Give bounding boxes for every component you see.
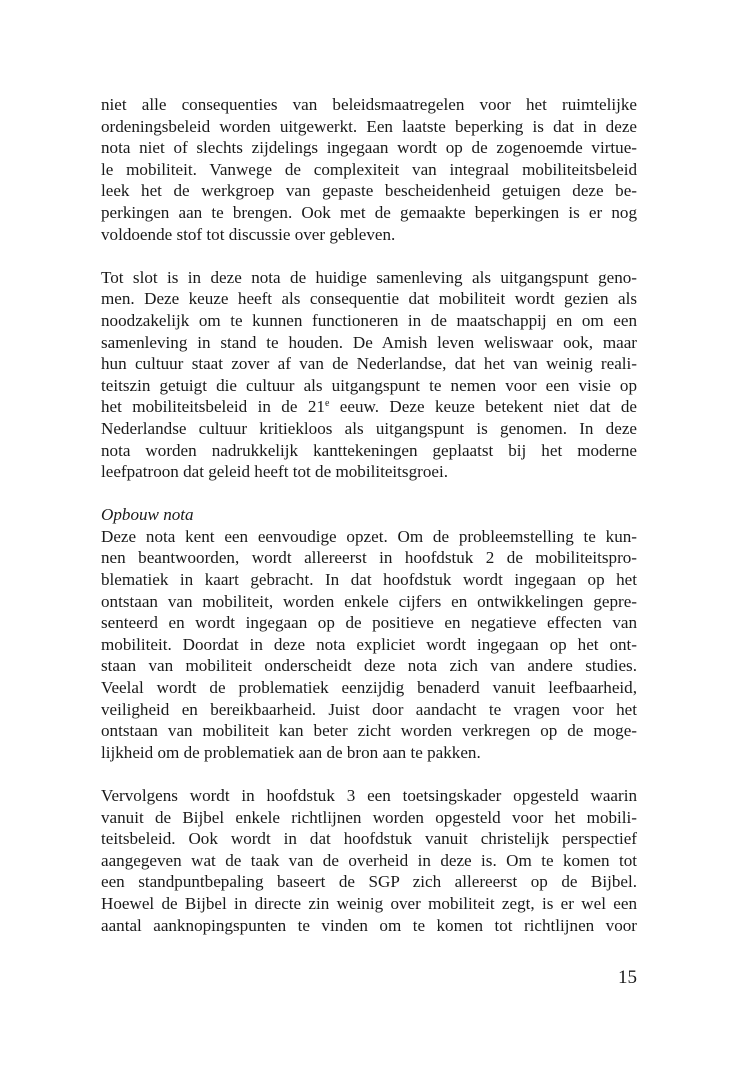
paragraph-framework xyxy=(101,785,637,936)
text-line: Vervolgens wordt in hoofdstuk 3 een toetsingskader opgesteld waarin xyxy=(101,786,637,805)
text-fragment: het mobiliteitsbeleid in de 21 xyxy=(101,397,325,417)
text-line: nota worden nadrukkelijk kanttekeningen geplaatst bij het moderne xyxy=(101,440,637,460)
page-number: 15 xyxy=(618,967,637,988)
paragraph-starting-point xyxy=(101,267,637,483)
superscript-ordinal: e xyxy=(324,398,330,410)
text-line: aantal aanknopingspunten te vinden om te komen tot richtlijnen voor xyxy=(101,915,637,935)
text-line: senteerd en wordt ingegaan op de positieve en negatieve effecten van xyxy=(101,613,637,633)
text-line: nota niet of slechts zijdelings ingegaan wordt op de zogenoemde virtue- xyxy=(101,138,637,158)
text-line: Tot slot is in deze nota de huidige samenleving als uitgangspunt geno- xyxy=(101,267,637,287)
text-line: ontstaan van mobiliteit, worden enkele cijfers en ontwikkelingen gepre- xyxy=(101,591,637,611)
paragraph-spacer xyxy=(101,483,637,505)
text-line: Hoewel de Bijbel in directe zin weinig over mobiliteit zegt, is er wel een xyxy=(101,893,637,913)
text-line: Veelal wordt de problematiek eenzijdig benaderd vanuit leefbaarheid, xyxy=(101,678,637,698)
text-line: Nederlandse cultuur kritiekloos als uitgangspunt is genomen. In deze xyxy=(101,418,637,438)
paragraph-spacer xyxy=(101,245,637,267)
paragraph-spacer xyxy=(101,763,637,785)
text-line: vanuit de Bijbel enkele richtlijnen worden opgesteld voor het mobili- xyxy=(101,807,637,827)
text-line: nen beantwoorden, wordt allereerst in hoofdstuk 2 de mobiliteitspro- xyxy=(101,548,637,568)
text-line: mobiliteit. Doordat in deze nota expliciet wordt ingegaan op het ont- xyxy=(101,634,637,654)
text-line: leek het de werkgroep van gepaste bescheidenheid getuigen deze be- xyxy=(101,181,637,201)
text-line xyxy=(101,396,637,418)
text-line: blematiek in kaart gebracht. In dat hoofdstuk wordt ingegaan op het xyxy=(101,570,637,590)
text-fragment: eeuw. Deze keuze betekent niet dat de xyxy=(329,397,637,417)
text-line: aangegeven wat de taak van de overheid in deze is. Om te komen tot xyxy=(101,850,637,870)
text-line: noodzakelijk om te kunnen functioneren in de maatschappij en om een xyxy=(101,310,637,330)
text-line: staan van mobiliteit onderscheidt deze nota zich van andere studies. xyxy=(101,656,637,676)
text-line: teitsbeleid. Ook wordt in dat hoofdstuk vanuit christelijk perspectief xyxy=(101,829,637,849)
text-line: perkingen aan te brengen. Ook met de gemaakte beperkingen is er nog xyxy=(101,202,637,222)
paragraph-limitations xyxy=(101,94,637,245)
text-line: samenleving in stand te houden. De Amish leven weliswaar ook, maar xyxy=(101,332,637,352)
section-heading: Opbouw nota xyxy=(101,505,194,525)
text-line: le mobiliteit. Vanwege de complexiteit van integraal mobiliteitsbeleid xyxy=(101,159,637,179)
text-line: teitszin getuigt die cultuur als uitgangspunt te nemen voor een visie op xyxy=(101,375,637,395)
body-text xyxy=(101,94,637,936)
text-line: een standpuntbepaling baseert de SGP zich allereerst op de Bijbel. xyxy=(101,872,637,892)
text-line: voldoende stof tot discussie over gebleven. xyxy=(101,224,396,244)
text-line: Deze nota kent een eenvoudige opzet. Om de probleemstelling te kun- xyxy=(101,526,637,546)
text-line: lijkheid om de problematiek aan de bron aan te pakken. xyxy=(101,742,481,762)
text-line: veiligheid en bereikbaarheid. Juist door aandacht te vragen voor het xyxy=(101,699,637,719)
paragraph-structure xyxy=(101,526,637,764)
text-line: hun cultuur staat zover af van de Nederlandse, dat het van weinig reali- xyxy=(101,354,637,374)
text-line: niet alle consequenties van beleidsmaatregelen voor het ruimtelijke xyxy=(101,95,637,114)
text-line: men. Deze keuze heeft als consequentie dat mobiliteit wordt gezien als xyxy=(101,289,637,309)
text-line: ontstaan van mobiliteit kan beter zicht worden verkregen op de moge- xyxy=(101,721,637,741)
text-line: leefpatroon dat geleid heeft tot de mobiliteitsgroei. xyxy=(101,462,448,482)
text-line: ordeningsbeleid worden uitgewerkt. Een laatste beperking is dat in deze xyxy=(101,116,637,136)
